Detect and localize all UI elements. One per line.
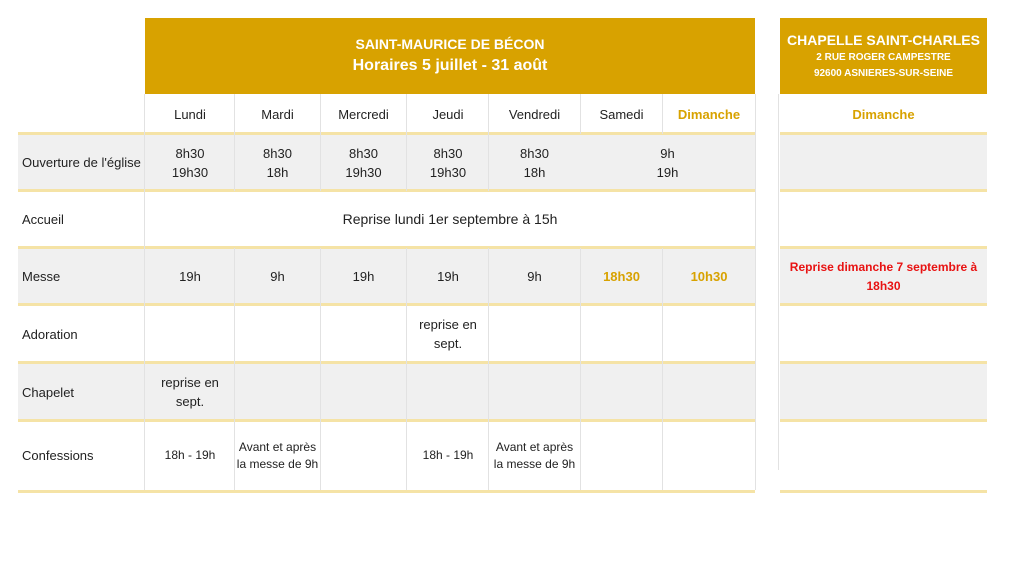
chapelet-jeudi — [407, 363, 489, 421]
confessions-samedi — [580, 421, 663, 490]
messe-dimanche: 10h30 — [663, 248, 755, 305]
chapel-address-street: 2 RUE ROGER CAMPESTRE — [816, 52, 951, 63]
row-separator — [780, 189, 987, 192]
messe-samedi: 18h30 — [580, 248, 663, 305]
messe-vendredi: 9h — [489, 248, 580, 305]
chapelet-mardi — [235, 363, 320, 421]
confessions-mercredi — [320, 421, 407, 490]
day-jeudi: Jeudi — [407, 94, 489, 134]
chapel-accueil — [780, 191, 987, 248]
main-title: SAINT-MAURICE DE BÉCON — [355, 36, 545, 52]
row-label-messe: Messe — [18, 248, 145, 305]
col-separator — [234, 94, 235, 191]
row-separator — [18, 246, 755, 249]
col-separator — [320, 94, 321, 191]
day-header-label — [18, 94, 145, 134]
corner-cell — [18, 18, 145, 94]
day-mercredi: Mercredi — [320, 94, 407, 134]
row-label-confessions: Confessions — [18, 421, 145, 490]
col-separator — [488, 248, 489, 490]
row-separator — [780, 246, 987, 249]
ouverture-vendredi: 8h30 18h — [489, 134, 580, 191]
messe-jeudi: 19h — [407, 248, 489, 305]
ouverture-lundi: 8h30 19h30 — [145, 134, 235, 191]
ouverture-weekend: 9h 19h — [580, 134, 755, 191]
row-separator — [18, 490, 755, 493]
col-separator — [580, 248, 581, 490]
confessions-lundi: 18h - 19h — [145, 421, 235, 490]
chapel-messe: Reprise dimanche 7 septembre à 18h30 — [780, 248, 987, 305]
chapel-header — [780, 18, 987, 94]
confessions-dimanche — [663, 421, 755, 490]
col-separator — [580, 94, 581, 134]
chapel-adoration — [780, 305, 987, 363]
col-separator — [234, 248, 235, 490]
ouverture-mercredi: 8h30 19h30 — [320, 134, 407, 191]
adoration-lundi — [145, 305, 235, 363]
row-separator — [18, 419, 755, 422]
messe-mercredi: 19h — [320, 248, 407, 305]
main-header — [145, 18, 755, 94]
chapel-confessions — [780, 421, 987, 490]
messe-mardi: 9h — [235, 248, 320, 305]
day-mardi: Mardi — [235, 94, 320, 134]
ouverture-jeudi: 8h30 19h30 — [407, 134, 489, 191]
row-separator — [780, 303, 987, 306]
adoration-dimanche — [663, 305, 755, 363]
adoration-vendredi — [489, 305, 580, 363]
row-label-ouverture: Ouverture de l'église — [18, 134, 145, 191]
row-separator — [780, 361, 987, 364]
confessions-jeudi: 18h - 19h — [407, 421, 489, 490]
row-separator — [780, 419, 987, 422]
chapel-ouverture — [780, 134, 987, 191]
col-separator — [662, 248, 663, 490]
adoration-mardi — [235, 305, 320, 363]
row-separator — [780, 132, 987, 135]
table-right-border — [755, 94, 756, 490]
col-separator — [144, 94, 145, 490]
chapelet-vendredi — [489, 363, 580, 421]
confessions-mardi: Avant et après la messe de 9h — [235, 421, 320, 490]
adoration-jeudi: reprise en sept. — [407, 305, 489, 363]
day-samedi: Samedi — [580, 94, 663, 134]
col-separator — [662, 94, 663, 134]
day-vendredi: Vendredi — [489, 94, 580, 134]
row-separator — [18, 303, 755, 306]
col-separator — [406, 248, 407, 490]
day-dimanche: Dimanche — [663, 94, 755, 134]
chapel-address-city: 92600 ASNIERES-SUR-SEINE — [813, 68, 954, 79]
messe-lundi: 19h — [145, 248, 235, 305]
col-separator — [406, 94, 407, 191]
confessions-vendredi: Avant et après la messe de 9h — [489, 421, 580, 490]
day-lundi: Lundi — [145, 94, 235, 134]
row-label-accueil: Accueil — [18, 191, 145, 248]
accueil-text: Reprise lundi 1er septembre à 15h — [145, 191, 755, 248]
chapelet-lundi: reprise en sept. — [145, 363, 235, 421]
adoration-samedi — [580, 305, 663, 363]
row-separator — [18, 189, 755, 192]
main-subtitle: Horaires 5 juillet - 31 août — [352, 57, 548, 74]
ouverture-mardi: 8h30 18h — [235, 134, 320, 191]
row-separator — [780, 490, 987, 493]
row-label-adoration: Adoration — [18, 305, 145, 363]
chapelet-samedi — [580, 363, 663, 421]
row-label-chapelet: Chapelet — [18, 363, 145, 421]
chapel-title: CHAPELLE SAINT-CHARLES — [787, 32, 980, 48]
col-separator — [488, 94, 489, 191]
row-separator — [18, 132, 755, 135]
chapelet-dimanche — [663, 363, 755, 421]
adoration-mercredi — [320, 305, 407, 363]
chapelet-mercredi — [320, 363, 407, 421]
col-separator — [320, 248, 321, 490]
chapel-left-border — [778, 94, 779, 470]
chapel-chapelet — [780, 363, 987, 421]
row-separator — [18, 361, 755, 364]
chapel-day: Dimanche — [780, 94, 987, 134]
